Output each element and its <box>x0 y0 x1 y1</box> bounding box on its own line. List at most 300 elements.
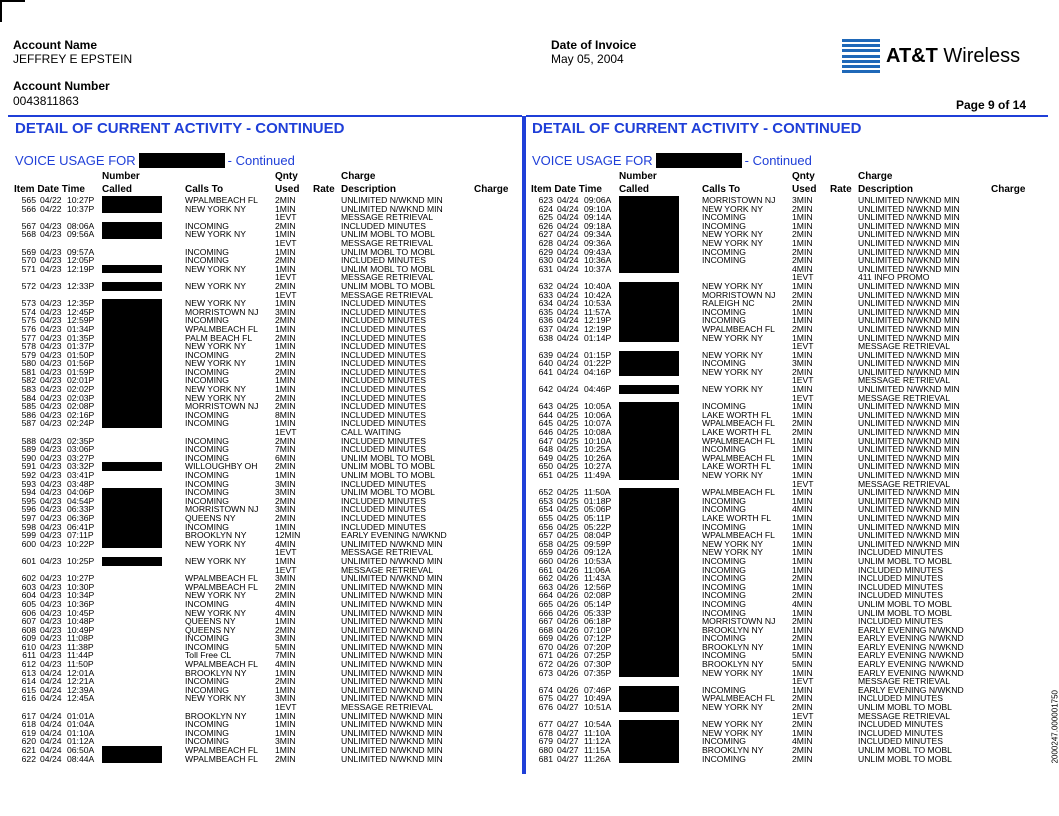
table-row <box>531 471 1043 480</box>
redacted-number <box>619 574 679 583</box>
calls-to: NEW YORK NY <box>702 719 763 730</box>
calls-to: NEW YORK NY <box>185 203 246 214</box>
call-date: 04/23 <box>40 452 62 463</box>
qty-used: 4MIN <box>275 659 296 670</box>
calls-to: INCOMING <box>702 246 746 257</box>
redacted-number <box>102 368 162 377</box>
charge-description: UNLIMITED N/WKND MIN <box>341 650 443 661</box>
item-number: 620 <box>21 736 36 747</box>
call-date: 04/24 <box>40 676 62 687</box>
call-time: 01:04A <box>67 719 95 730</box>
redacted-number <box>619 737 679 746</box>
item-number: 649 <box>538 452 553 463</box>
redacted-number <box>102 282 162 291</box>
redacted-number <box>102 497 162 506</box>
call-date: 04/23 <box>40 418 62 429</box>
item-number: 607 <box>21 616 36 627</box>
call-time: 10:25A <box>584 444 612 455</box>
item-number: 680 <box>538 745 553 755</box>
charge-description: EARLY EVENING N/WKND <box>858 624 964 635</box>
calls-to: INCOMING <box>702 444 746 455</box>
call-date: 04/23 <box>40 323 62 334</box>
call-date: 04/23 <box>40 521 62 532</box>
item-number: 645 <box>538 418 553 429</box>
calls-to: INCOMING <box>702 504 746 515</box>
call-date: 04/23 <box>40 504 62 515</box>
call-date: 04/23 <box>40 659 62 670</box>
call-date: 04/23 <box>40 349 62 360</box>
qty-used: 1EVT <box>275 564 297 575</box>
redacted-number <box>619 591 679 600</box>
qty-used: 1MIN <box>275 745 296 755</box>
qty-used: 6MIN <box>275 452 296 463</box>
table-row <box>14 230 526 239</box>
calls-to: INCOMING <box>185 315 229 326</box>
qty-used: 1MIN <box>792 220 813 231</box>
charge-description: UNLIMITED N/WKND MIN <box>858 418 960 429</box>
att-wireless-logo <box>842 36 1020 76</box>
call-date: 04/22 <box>40 195 62 205</box>
item-number: 672 <box>538 659 553 670</box>
calls-to: INCOMING <box>702 255 746 266</box>
qty-used: 1EVT <box>275 272 297 283</box>
redacted-number <box>102 531 162 540</box>
redacted-number <box>619 248 679 257</box>
calls-to: MORRISTOWN NJ <box>702 289 776 300</box>
charge-description: INCLUDED MINUTES <box>858 727 943 738</box>
calls-to: INCOMING <box>185 495 229 506</box>
charge-description: INCLUDED MINUTES <box>341 255 426 266</box>
redacted-number <box>619 402 679 411</box>
charge-description: INCLUDED MINUTES <box>341 504 426 515</box>
call-date: 04/26 <box>557 547 579 558</box>
account-number-label: Account Number <box>13 79 110 93</box>
qty-used: 1MIN <box>792 684 813 695</box>
charge-description: UNLIMITED N/WKND MIN <box>858 195 960 205</box>
call-time: 07:11P <box>67 530 94 541</box>
charge-description: UNLIMITED N/WKND MIN <box>858 435 960 446</box>
charge-description: INCLUDED MINUTES <box>341 435 426 446</box>
charge-description: INCLUDED MINUTES <box>341 512 426 523</box>
item-number: 615 <box>21 684 36 695</box>
call-date: 04/22 <box>40 203 62 214</box>
redacted-number <box>619 239 679 248</box>
call-time: 03:41P <box>67 470 95 480</box>
item-number: 639 <box>538 349 553 360</box>
qty-used: 1EVT <box>792 375 814 386</box>
item-number: 588 <box>21 435 36 446</box>
item-number: 608 <box>21 624 36 635</box>
charge-description: UNLIMITED N/WKND MIN <box>341 727 443 738</box>
calls-to: NEW YORK NY <box>702 203 763 214</box>
item-number: 569 <box>21 246 36 257</box>
charge-description: UNLIMITED N/WKND MIN <box>858 220 960 231</box>
item-number: 634 <box>538 298 553 309</box>
redacted-number <box>619 196 679 205</box>
calls-to: INCOMING <box>702 212 746 223</box>
item-number: 643 <box>538 401 553 412</box>
call-date: 04/23 <box>40 220 62 231</box>
account-number: 0043811863 <box>13 94 79 108</box>
qty-used: 8MIN <box>275 409 296 420</box>
qty-used: 2MIN <box>792 702 813 713</box>
charge-description: INCLUDED MINUTES <box>858 616 943 627</box>
col-number: Number <box>619 171 657 182</box>
calls-to: WPALMBEACH FL <box>702 323 775 334</box>
qty-used: 2MIN <box>275 581 296 592</box>
call-date: 04/26 <box>557 641 579 652</box>
calls-to: BROOKLYN NY <box>185 667 247 678</box>
call-time: 06:18P <box>584 616 612 627</box>
charge-description: EARLY EVENING N/WKND <box>858 650 964 661</box>
call-time: 11:10A <box>584 727 611 738</box>
item-number: 669 <box>538 633 553 644</box>
item-number: 650 <box>538 461 553 472</box>
call-time: 02:01P <box>67 375 95 386</box>
calls-to: MORRISTOWN NJ <box>185 306 259 317</box>
item-number: 600 <box>21 538 36 549</box>
call-date: 04/25 <box>557 461 579 472</box>
item-number: 565 <box>21 195 36 205</box>
item-number: 675 <box>538 693 553 704</box>
call-date: 04/24 <box>557 366 579 377</box>
call-date: 04/24 <box>557 332 579 343</box>
redacted-number <box>619 540 679 549</box>
redacted-number <box>619 308 679 317</box>
call-date: 04/23 <box>40 332 62 343</box>
call-time: 11:06A <box>584 564 611 575</box>
table-rows-right <box>531 196 1043 763</box>
calls-to: INCOMING <box>185 470 229 480</box>
item-number: 623 <box>538 195 553 205</box>
call-time: 11:50A <box>584 487 611 498</box>
qty-used: 4MIN <box>275 538 296 549</box>
redacted-number <box>619 755 679 764</box>
qty-used: 1MIN <box>792 349 813 360</box>
col-qnty: Qnty <box>275 171 298 182</box>
call-date: 04/23 <box>40 392 62 403</box>
calls-to: PALM BEACH FL <box>185 332 253 343</box>
item-number: 660 <box>538 555 553 566</box>
call-date: 04/24 <box>557 255 579 266</box>
call-date: 04/26 <box>557 659 579 670</box>
document-id: 2000247.000001750 <box>1050 690 1059 764</box>
qty-used: 1MIN <box>792 444 813 455</box>
qty-used: 1MIN <box>275 418 296 429</box>
qty-used: 2MIN <box>792 693 813 704</box>
charge-description: UNLIMITED N/WKND MIN <box>858 255 960 266</box>
calls-to: MORRISTOWN NJ <box>702 616 776 627</box>
charge-description: EARLY EVENING N/WKND <box>341 530 447 541</box>
redacted-number <box>102 359 162 368</box>
item-number: 652 <box>538 487 553 498</box>
redacted-number <box>619 497 679 506</box>
item-number: 661 <box>538 564 553 575</box>
calls-to: NEW YORK NY <box>702 702 763 713</box>
call-date: 04/26 <box>557 650 579 661</box>
qty-used: 4MIN <box>275 598 296 609</box>
redacted-number <box>619 514 679 523</box>
redacted-number <box>102 299 162 308</box>
table-header <box>14 170 526 196</box>
charge-description: MESSAGE RETRIEVAL <box>858 710 951 721</box>
calls-to: NEW YORK NY <box>185 607 246 618</box>
call-time: 10:06A <box>584 409 612 420</box>
charge-description: INCLUDED MINUTES <box>341 332 426 343</box>
item-number: 580 <box>21 358 36 369</box>
calls-to: NEW YORK NY <box>702 237 763 248</box>
calls-to: INCOMING <box>185 220 229 231</box>
redacted-number <box>619 471 679 480</box>
col-number: Number <box>102 171 140 182</box>
qty-used: 2MIN <box>792 753 813 764</box>
qty-used: 2MIN <box>792 255 813 266</box>
item-number: 631 <box>538 263 553 274</box>
call-time: 07:25P <box>584 650 612 661</box>
item-number: 640 <box>538 358 553 369</box>
charge-description: UNLIMITED N/WKND MIN <box>858 263 960 274</box>
qty-used: 3MIN <box>275 306 296 317</box>
call-time: 02:08P <box>67 401 95 412</box>
call-time: 10:05A <box>584 401 612 412</box>
call-time: 11:57A <box>584 306 611 317</box>
calls-to: WPALMBEACH FL <box>702 487 775 498</box>
calls-to: MORRISTOWN NJ <box>702 195 776 205</box>
call-date: 04/24 <box>557 349 579 360</box>
redacted-number <box>619 368 679 377</box>
charge-description: INCLUDED MINUTES <box>341 298 426 309</box>
call-date: 04/23 <box>40 341 62 352</box>
item-number: 647 <box>538 435 553 446</box>
call-time: 10:36P <box>67 598 95 609</box>
qty-used: 2MIN <box>792 719 813 730</box>
call-date: 04/27 <box>557 727 579 738</box>
item-number: 625 <box>538 212 553 223</box>
activity-table-left <box>14 170 526 763</box>
call-date: 04/23 <box>40 461 62 472</box>
call-date: 04/23 <box>40 229 62 240</box>
redacted-number <box>102 402 162 411</box>
call-date: 04/25 <box>557 512 579 523</box>
calls-to: BROOKLYN NY <box>702 624 764 635</box>
call-time: 11:44P <box>67 650 94 661</box>
call-date: 04/25 <box>557 435 579 446</box>
calls-to: INCOMING <box>702 495 746 506</box>
redacted-number <box>102 351 162 360</box>
call-time: 05:06P <box>584 504 612 515</box>
calls-to: INCOMING <box>185 409 229 420</box>
call-time: 10:27P <box>67 573 95 584</box>
item-number: 671 <box>538 650 553 661</box>
call-date: 04/26 <box>557 590 579 601</box>
calls-to: NEW YORK NY <box>702 280 763 291</box>
call-date: 04/23 <box>40 375 62 386</box>
charge-description: EARLY EVENING N/WKND <box>858 667 964 678</box>
charge-description: UNLIMITED N/WKND MIN <box>858 444 960 455</box>
qty-used: 1MIN <box>792 237 813 248</box>
item-number: 578 <box>21 341 36 352</box>
qty-used: 3MIN <box>275 633 296 644</box>
item-number: 667 <box>538 616 553 627</box>
call-time: 02:03P <box>67 392 95 403</box>
charge-description: UNLIMITED N/WKND MIN <box>858 401 960 412</box>
calls-to: INCOMING <box>702 736 746 747</box>
calls-to: NEW YORK NY <box>702 727 763 738</box>
charge-description: UNLIMITED N/WKND MIN <box>858 298 960 309</box>
redacted-number <box>619 523 679 532</box>
calls-to: QUEENS NY <box>185 624 236 635</box>
calls-to: LAKE WORTH FL <box>702 512 772 523</box>
calls-to: RALEIGH NC <box>702 298 755 309</box>
call-time: 01:56P <box>67 358 95 369</box>
redacted-number <box>619 205 679 214</box>
qty-used: 2MIN <box>792 203 813 214</box>
call-date: 04/25 <box>557 401 579 412</box>
item-number: 618 <box>21 719 36 730</box>
charge-description: INCLUDED MINUTES <box>341 366 426 377</box>
item-number: 573 <box>21 298 36 309</box>
call-time: 01:37P <box>67 341 95 352</box>
item-number: 576 <box>21 323 36 334</box>
account-name-label: Account Name <box>13 38 98 52</box>
call-date: 04/25 <box>557 487 579 498</box>
item-number: 611 <box>22 650 36 661</box>
charge-description: INCLUDED MINUTES <box>858 564 943 575</box>
call-time: 04:46P <box>584 384 612 395</box>
col-calls-to: Calls To <box>702 184 741 195</box>
call-date: 04/24 <box>40 719 62 730</box>
calls-to: INCOMING <box>185 452 229 463</box>
call-time: 07:46P <box>584 684 612 695</box>
call-time: 04:54P <box>67 495 95 506</box>
item-number: 574 <box>21 306 36 317</box>
call-date: 04/23 <box>40 401 62 412</box>
call-date: 04/23 <box>40 607 62 618</box>
col-description: Description <box>341 184 397 195</box>
call-time: 10:10A <box>584 435 612 446</box>
call-date: 04/23 <box>40 255 62 266</box>
voice-usage-right: VOICE USAGE FOR - Continued <box>532 153 812 168</box>
call-time: 02:35P <box>67 435 95 446</box>
item-number: 681 <box>538 753 553 764</box>
call-date: 04/23 <box>40 555 62 566</box>
call-time: 12:19P <box>584 315 612 326</box>
call-date: 04/23 <box>40 530 62 541</box>
call-date: 04/23 <box>40 598 62 609</box>
qty-used: 1MIN <box>275 521 296 532</box>
calls-to: WPALMBEACH FL <box>185 323 258 334</box>
qty-used: 1MIN <box>792 512 813 523</box>
calls-to: INCOMING <box>702 598 746 609</box>
call-time: 12:59P <box>67 315 95 326</box>
call-time: 11:50P <box>67 659 94 670</box>
call-date: 04/24 <box>40 727 62 738</box>
charge-description: UNLIMITED N/WKND MIN <box>341 693 443 704</box>
item-number: 628 <box>538 237 553 248</box>
call-time: 04:06P <box>67 487 95 498</box>
qty-used: 1MIN <box>792 306 813 317</box>
redacted-number <box>102 746 162 755</box>
call-time: 02:24P <box>67 418 95 429</box>
call-time: 12:19P <box>67 263 95 274</box>
qty-used: 1MIN <box>275 229 296 240</box>
qty-used: 1MIN <box>275 203 296 214</box>
qty-used: 2MIN <box>275 280 296 291</box>
charge-description: INCLUDED MINUTES <box>341 495 426 506</box>
charge-description: INCLUDED MINUTES <box>341 306 426 317</box>
call-date: 04/24 <box>40 684 62 695</box>
redacted-number <box>619 531 679 540</box>
charge-description: UNLIMITED N/WKND MIN <box>341 659 443 670</box>
item-number: 612 <box>21 659 36 670</box>
calls-to: INCOMING <box>185 478 229 489</box>
calls-to: INCOMING <box>702 684 746 695</box>
call-time: 12:35P <box>67 298 95 309</box>
redacted-number <box>102 316 162 325</box>
call-time: 01:10A <box>67 727 95 738</box>
charge-description: MESSAGE RETRIEVAL <box>341 289 434 300</box>
calls-to: INCOMING <box>185 736 229 747</box>
call-time: 09:10A <box>584 203 612 214</box>
call-time: 05:33P <box>584 607 612 618</box>
qty-used: 1MIN <box>792 384 813 395</box>
charge-description: INCLUDED MINUTES <box>858 581 943 592</box>
call-date: 04/23 <box>40 487 62 498</box>
table-row <box>531 368 1043 377</box>
calls-to: INCOMING <box>185 349 229 360</box>
call-time: 11:08P <box>67 633 94 644</box>
table-row <box>14 282 526 291</box>
charge-description: MESSAGE RETRIEVAL <box>858 375 951 386</box>
qty-used: 2MIN <box>275 392 296 403</box>
redacted-number <box>102 334 162 343</box>
call-date: 04/24 <box>557 246 579 257</box>
call-time: 12:45P <box>67 306 95 317</box>
call-time: 09:43A <box>584 246 612 257</box>
table-row <box>531 385 1043 394</box>
charge-description: UNLIMITED N/WKND MIN <box>341 581 443 592</box>
col-item-date-time: Item Date Time <box>531 184 602 195</box>
call-date: 04/25 <box>557 409 579 420</box>
redacted-number <box>619 462 679 471</box>
call-date: 04/26 <box>557 573 579 584</box>
calls-to: WPALMBEACH FL <box>702 693 775 704</box>
qty-used: 2MIN <box>275 624 296 635</box>
call-time: 09:59P <box>584 538 612 549</box>
call-time: 11:43A <box>584 573 611 584</box>
calls-to: BROOKLYN NY <box>185 530 247 541</box>
col-rate: Rate <box>313 184 335 195</box>
redacted-number <box>619 445 679 454</box>
item-number: 654 <box>538 504 553 515</box>
item-number: 662 <box>538 573 553 584</box>
qty-used: 2MIN <box>275 401 296 412</box>
charge-description: UNLIMITED N/WKND MIN <box>341 736 443 747</box>
qty-used: 2MIN <box>275 461 296 472</box>
call-time: 07:35P <box>584 667 612 678</box>
charge-description: UNLIMITED N/WKND MIN <box>858 323 960 334</box>
call-time: 10:34P <box>67 590 95 601</box>
call-date: 04/26 <box>557 667 579 678</box>
calls-to: NEW YORK NY <box>702 349 763 360</box>
charge-description: INCLUDED MINUTES <box>341 401 426 412</box>
calls-to: INCOMING <box>185 418 229 429</box>
call-time: 06:41P <box>67 521 95 532</box>
call-date: 04/24 <box>40 753 62 764</box>
charge-description: MESSAGE RETRIEVAL <box>341 212 434 223</box>
call-time: 10:53A <box>584 298 612 309</box>
item-number: 630 <box>538 255 553 266</box>
